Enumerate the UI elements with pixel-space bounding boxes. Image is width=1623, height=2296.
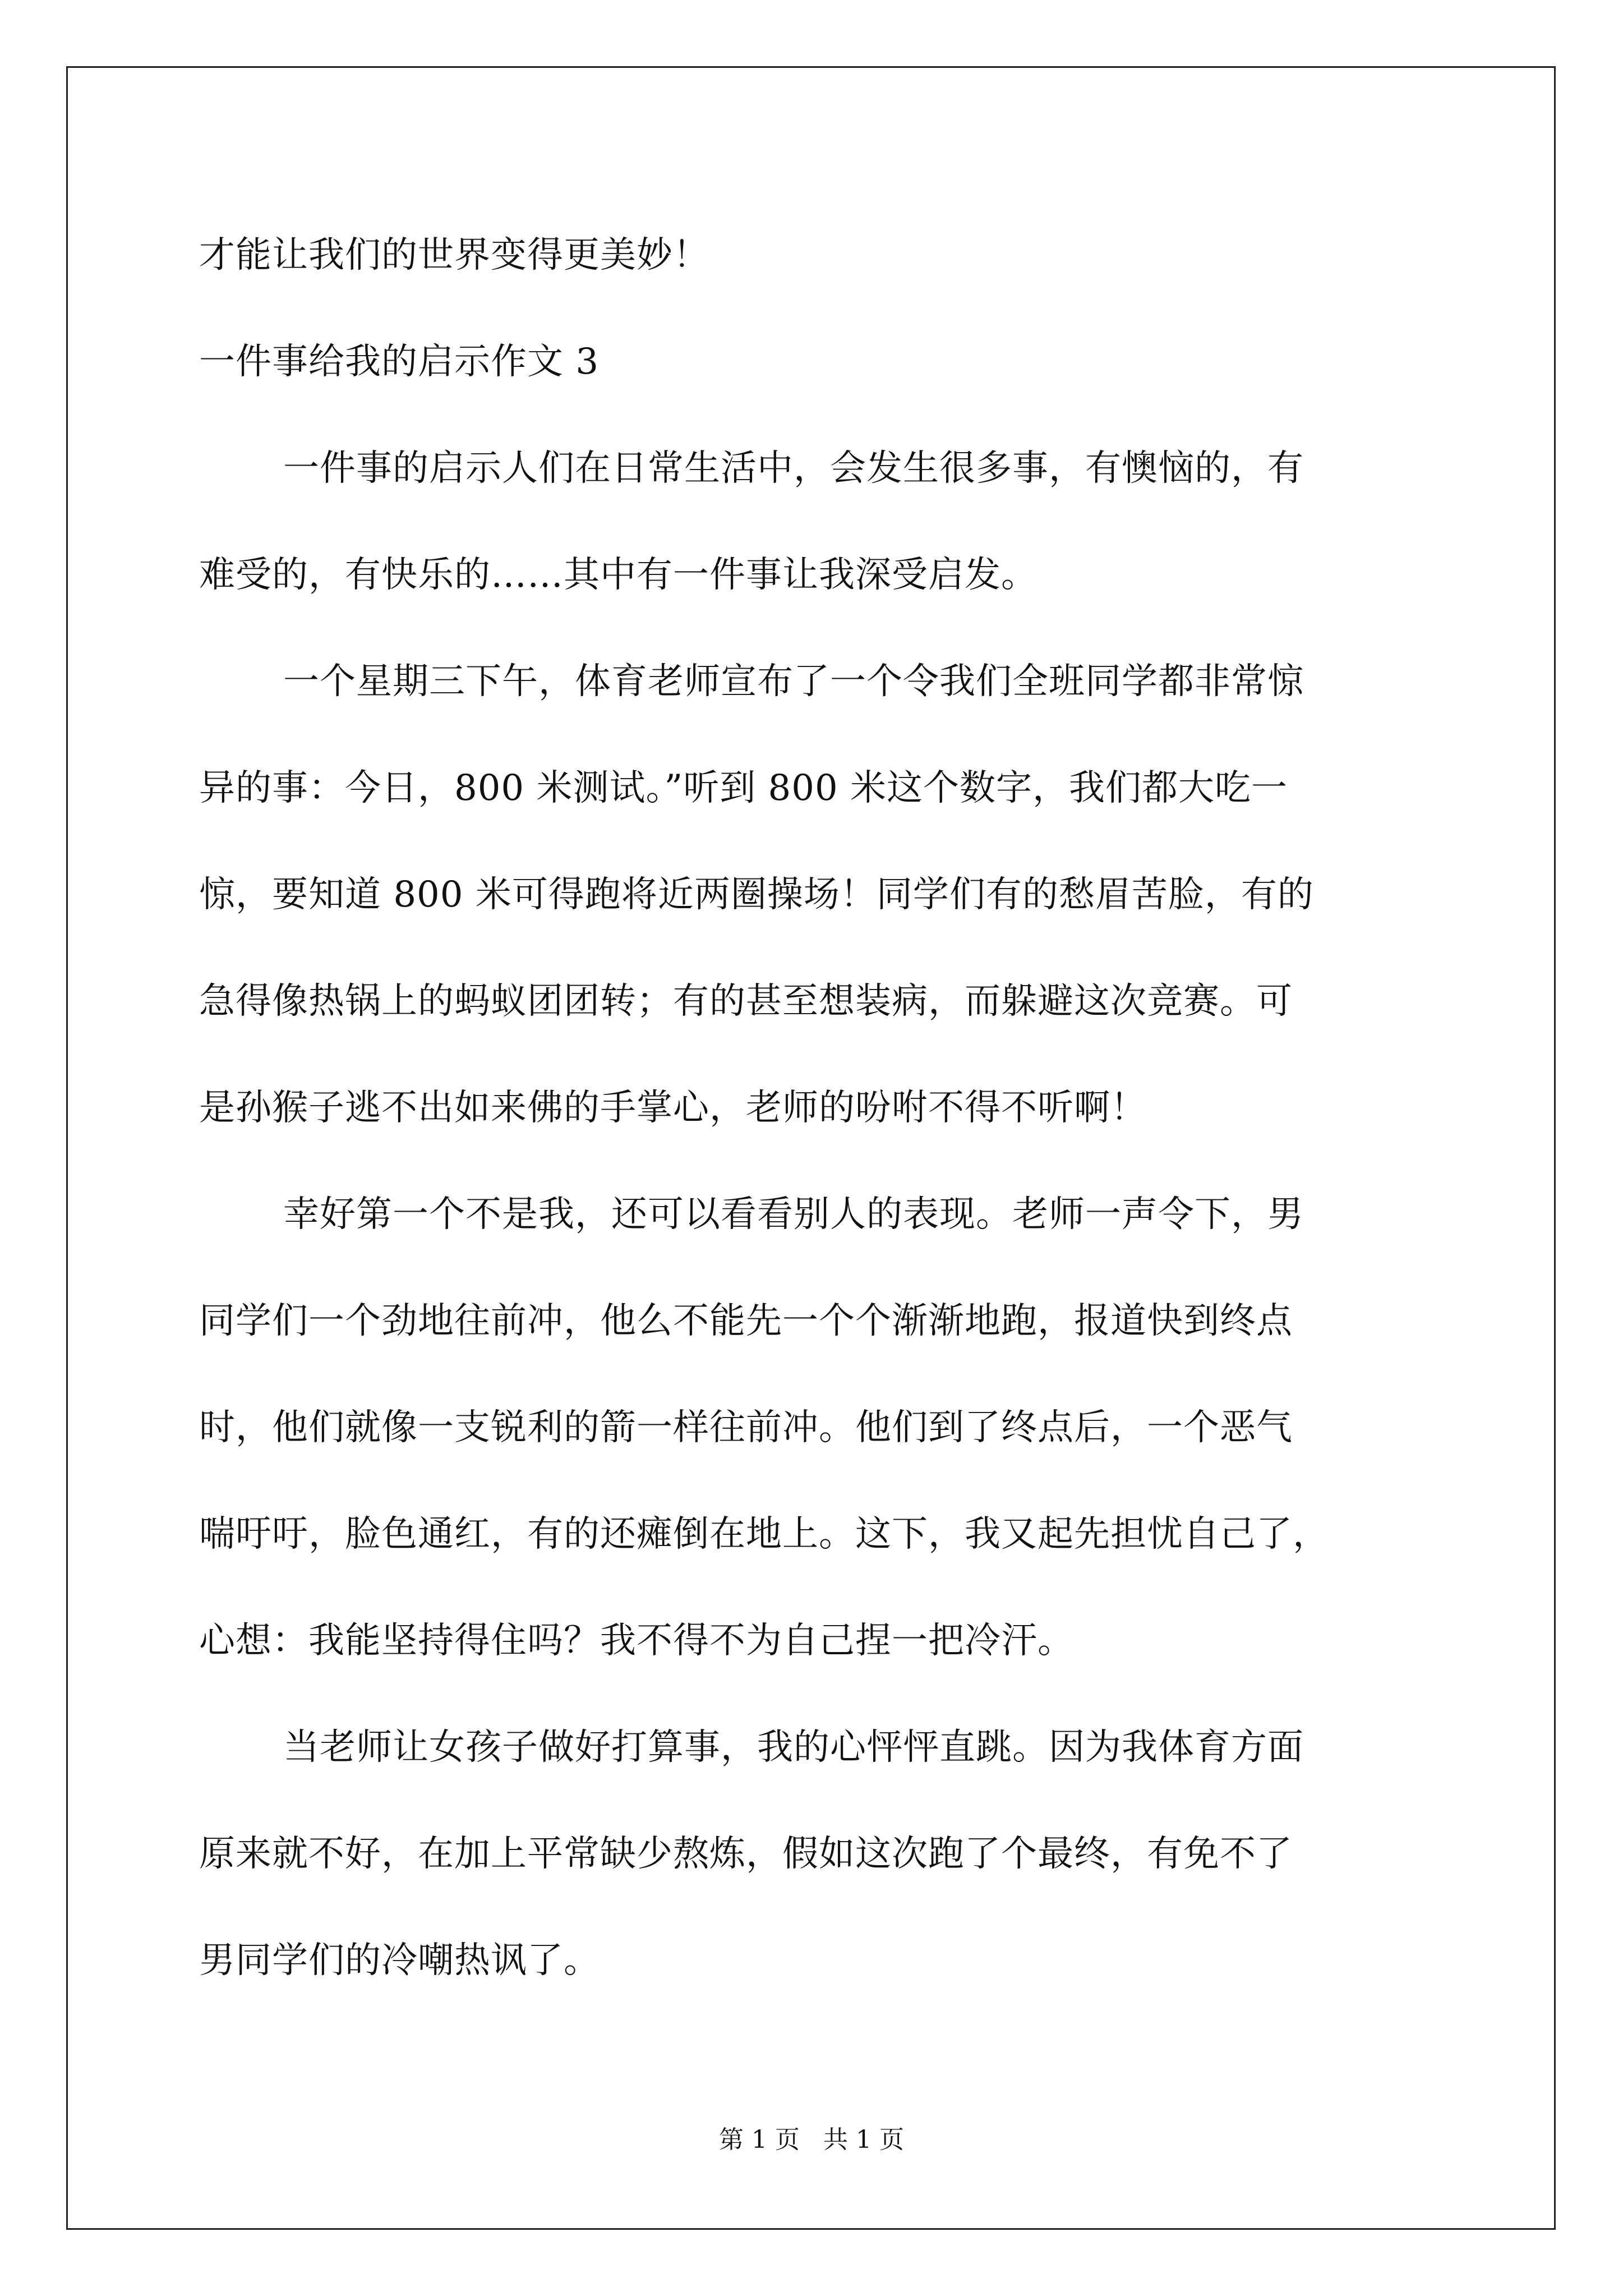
- paragraph-line: 异的事：今日，800 米测试。”听到 800 米这个数字，我们都大吃一: [199, 767, 1288, 809]
- paragraph-line: 当老师让女孩子做好打算事，我的心怦怦直跳。因为我体育方面: [283, 1727, 1304, 1768]
- text-line: 才能让我们的世界变得更美妙！: [199, 234, 709, 276]
- paragraph-line: 一个星期三下午，体育老师宣布了一个令我们全班同学都非常惊: [283, 661, 1304, 702]
- paragraph-line: 时，他们就像一支锐利的箭一样往前冲。他们到了终点后，一个恶气: [199, 1407, 1293, 1448]
- paragraph-line: 喘吁吁，脸色通红，有的还瘫倒在地上。这下，我又起先担忧自己了，: [199, 1513, 1329, 1555]
- paragraph-line: 幸好第一个不是我，还可以看看别人的表现。老师一声令下，男: [283, 1194, 1304, 1235]
- section-heading: 一件事给我的启示作文 3: [199, 341, 600, 383]
- paragraph-line: 是孙猴子逃不出如来佛的手掌心，老师的吩咐不得不听啊！: [199, 1087, 1147, 1129]
- paragraph-line: 同学们一个劲地往前冲，他么不能先一个个渐渐地跑，报道快到终点: [199, 1300, 1293, 1342]
- paragraph-line: 惊，要知道 800 米可得跑将近两圈操场！同学们有的愁眉苦脸，有的: [199, 874, 1314, 915]
- paragraph-line: 心想：我能坚持得住吗？我不得不为自己捏一把冷汗。: [199, 1620, 1074, 1662]
- page-total: 共 1 页: [823, 2125, 904, 2154]
- paragraph-line: 急得像热锅上的蚂蚁团团转；有的甚至想装病，而躲避这次竞赛。可: [199, 981, 1293, 1022]
- paragraph-line: 男同学们的冷嘲热讽了。: [199, 1940, 600, 1981]
- paragraph-line: 原来就不好，在加上平常缺少熬炼，假如这次跑了个最终，有免不了: [199, 1833, 1293, 1875]
- paragraph-line: 一件事的启示人们在日常生活中，会发生很多事，有懊恼的，有: [283, 448, 1304, 489]
- page-footer: [0, 2123, 1623, 2157]
- paragraph-line: 难受的，有快乐的……其中有一件事让我深受启发。: [199, 554, 1038, 596]
- page-number: 第 1 页: [719, 2125, 800, 2154]
- document-body: [199, 202, 1438, 2014]
